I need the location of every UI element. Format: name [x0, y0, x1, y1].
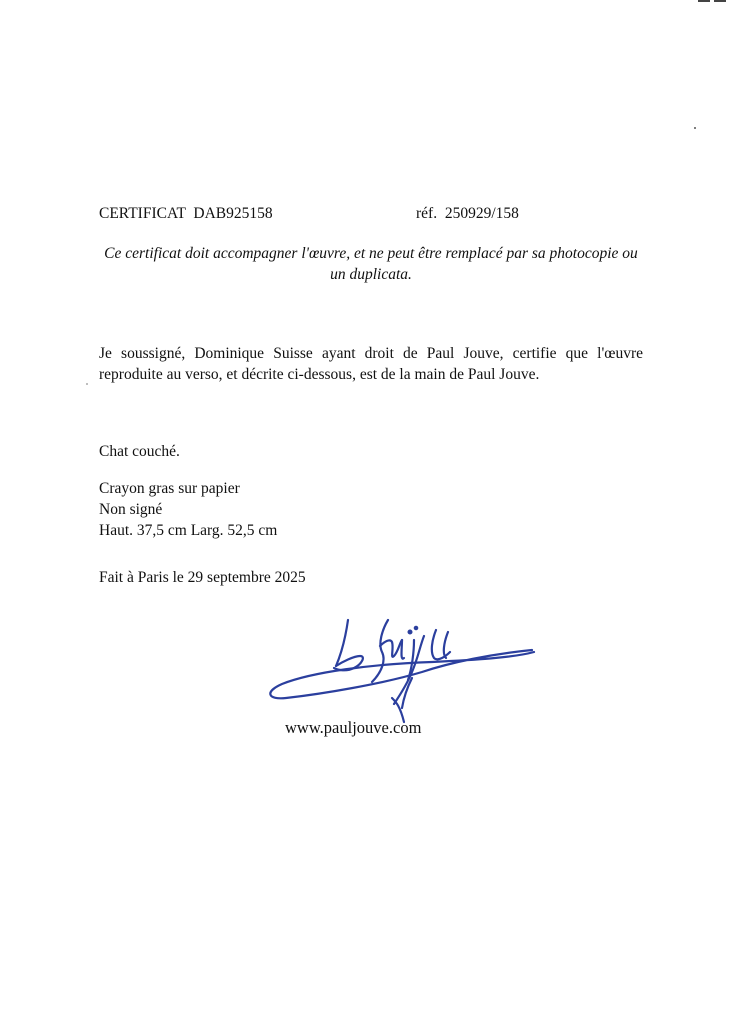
place-and-date: Fait à Paris le 29 septembre 2025 [99, 569, 306, 586]
handwritten-signature [262, 612, 542, 730]
scan-edge-mark [698, 0, 728, 4]
scan-speck [694, 127, 696, 129]
attestation-statement: Je soussigné, Dominique Suisse ayant droit de Paul Jouve, certifie que l'œuvre reproduite au verso, et décrite ci-dessous, est de la main de Paul Jouve. [99, 345, 643, 383]
reference-number: réf. 250929/158 [416, 205, 519, 222]
artwork-signature-status: Non signé [99, 501, 163, 518]
scan-speck [86, 383, 88, 385]
artwork-details [99, 478, 277, 541]
artwork-medium: Crayon gras sur papier [99, 480, 240, 497]
artwork-title: Chat couché. [99, 443, 180, 460]
certificate-number: CERTIFICAT DAB925158 [99, 205, 273, 222]
website-url: www.pauljouve.com [285, 718, 422, 737]
certificate-notice: Ce certificat doit accompagner l'œuvre, et ne peut être remplacé par sa photocopie ou un duplicata. [104, 245, 638, 283]
artwork-dimensions: Haut. 37,5 cm Larg. 52,5 cm [99, 522, 278, 539]
